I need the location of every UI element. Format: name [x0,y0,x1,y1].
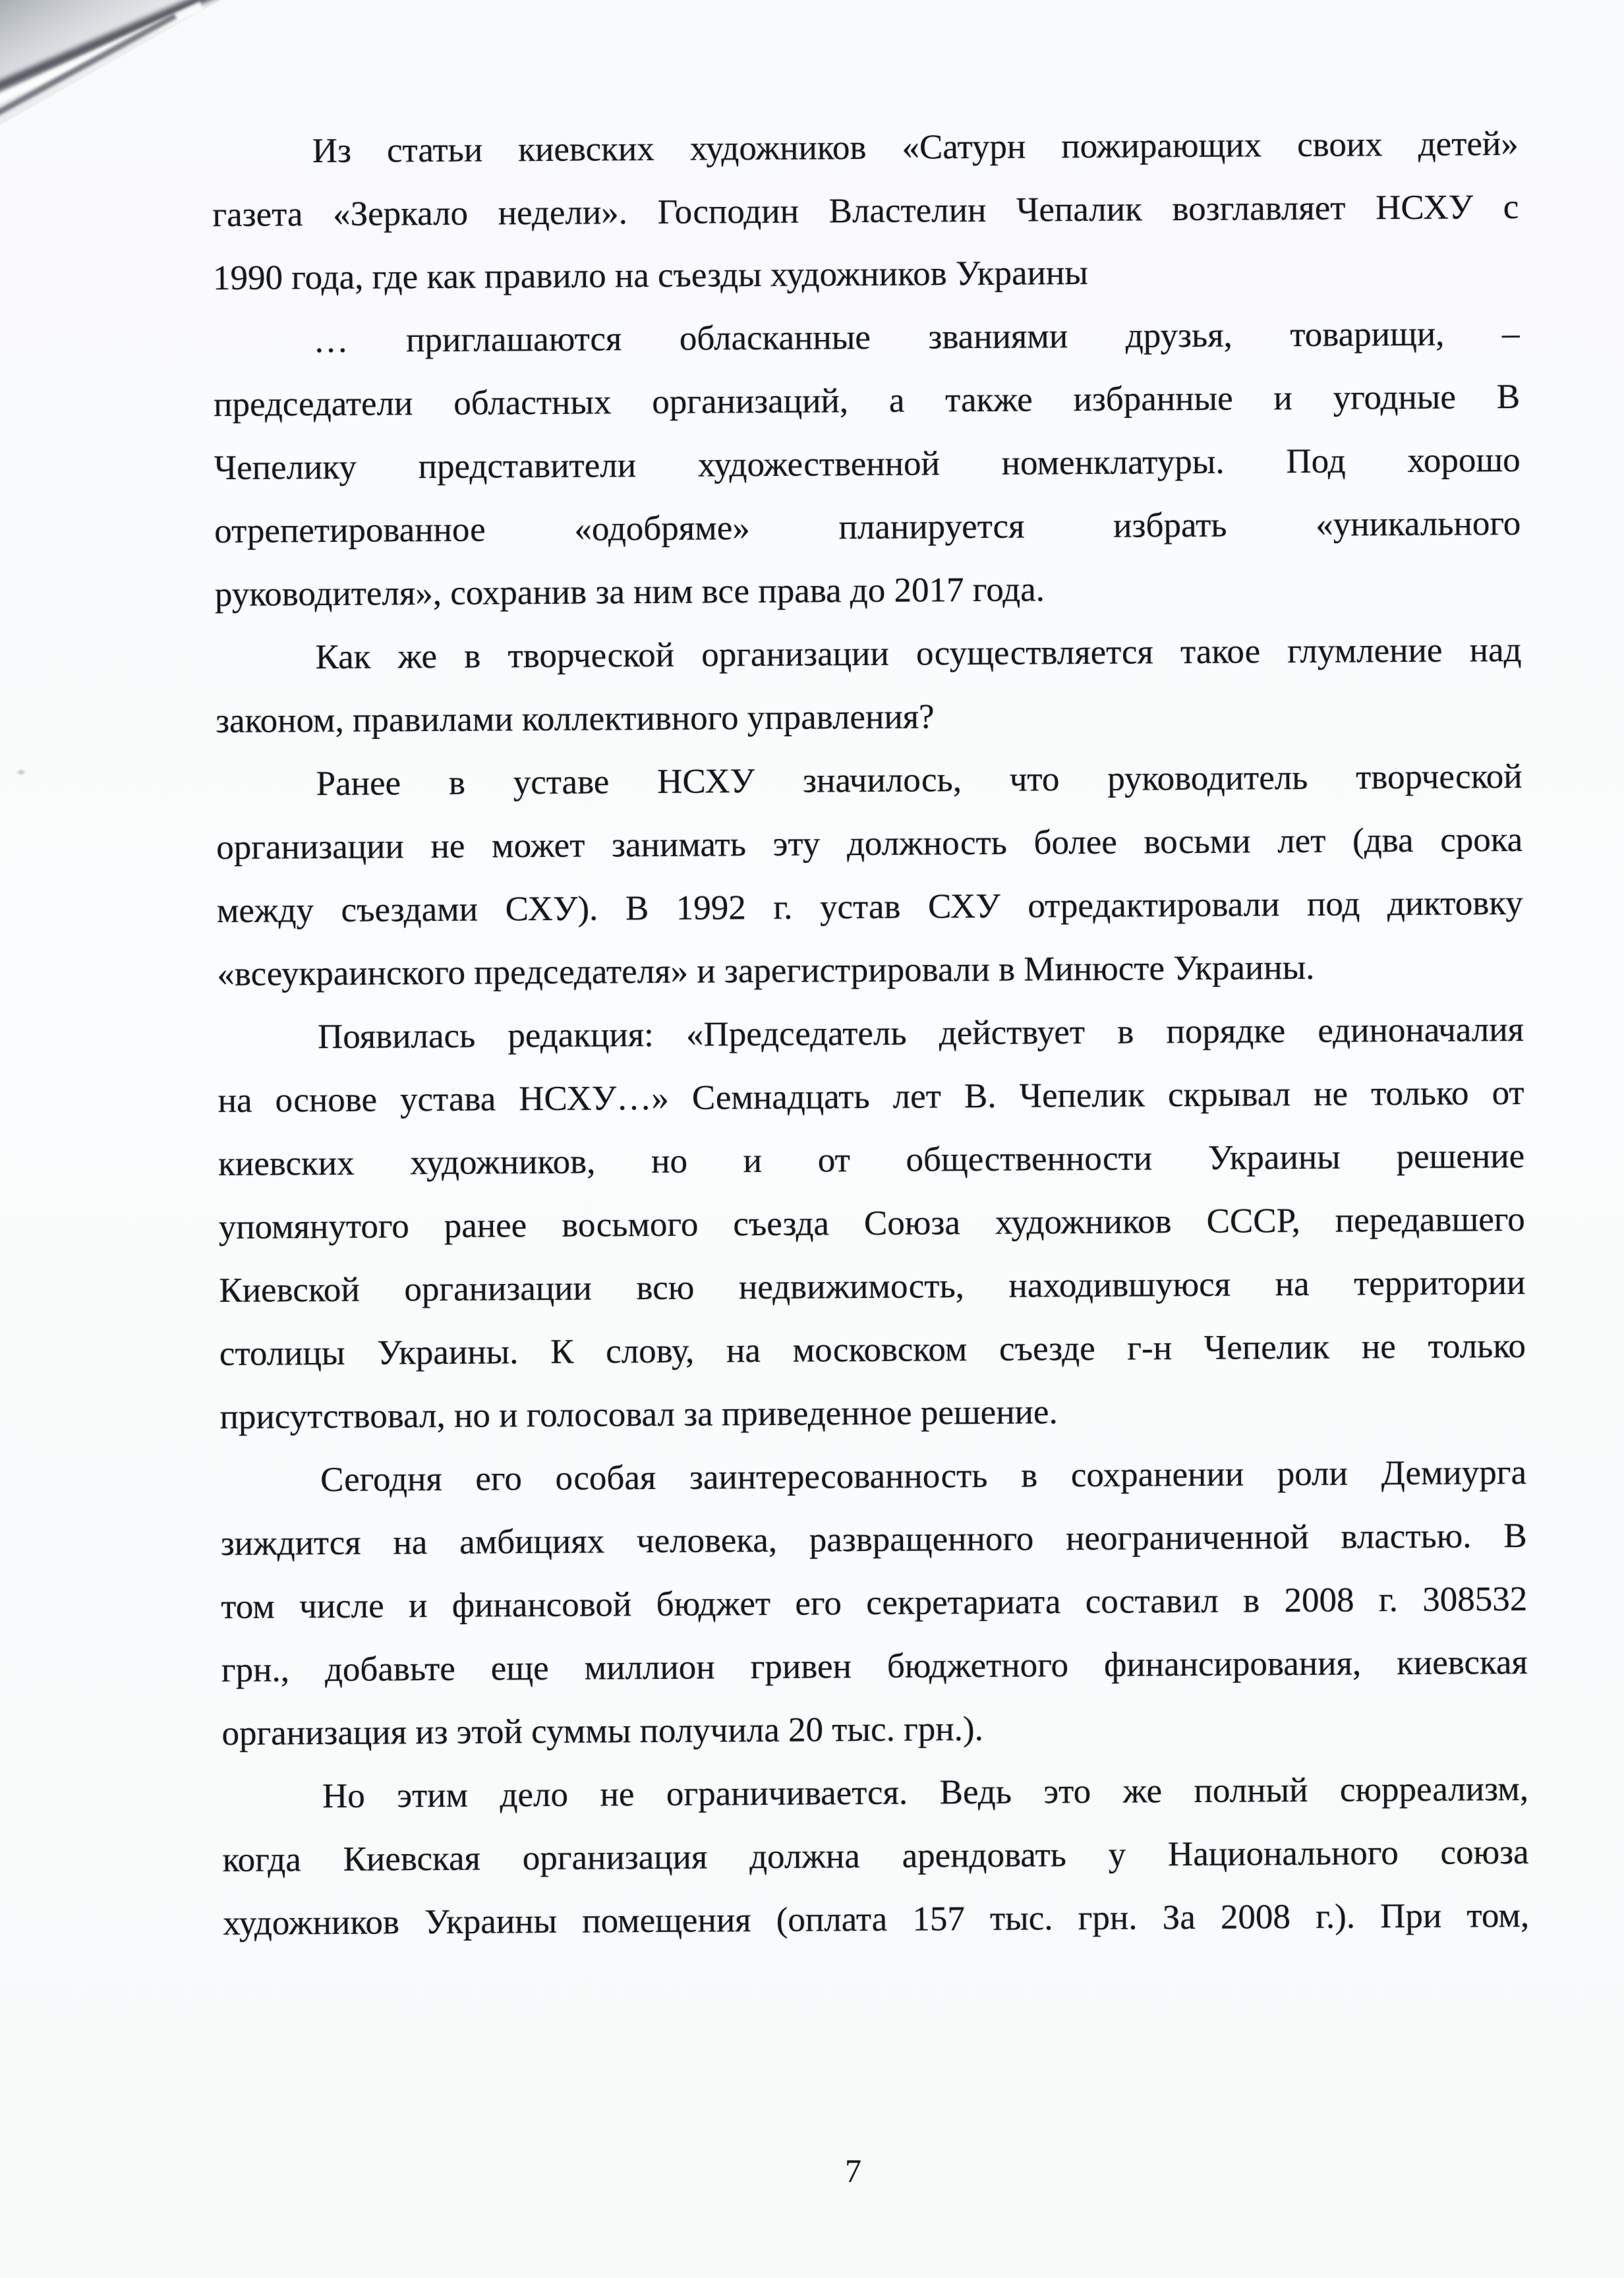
text-line: зиждится на амбициях человека, развращенного неограниченной властью. В [220,1516,1527,1563]
text-line: когда Киевская организация должна арендовать у Национального союза [222,1832,1529,1880]
text-line: между съездами СХУ). В 1992 г. устав СХУ отредактировали под диктовку [216,883,1523,931]
text-line: Ранее в уставе НСХУ значилось, что руководитель творческой [316,757,1522,803]
text-line: законом, правилами коллективного управления? [215,697,935,741]
text-line: руководителя», сохранив за ним все права до 2017 года. [214,570,1045,614]
text-line: Из статьи киевских художников «Сатурн пожирающих своих детей» [312,124,1519,171]
text-line: столицы Украины. К слову, на московском съезде г-н Чепелик не только [219,1326,1526,1374]
text-line: председатели областных организаций, а также избранные и угодные В [213,377,1521,424]
text-line: упомянутого ранее восьмого съезда Союза художников СССР, передавшего [218,1200,1525,1247]
text-line: Сегодня его особая заинтересованность в сохранении роли Демиурга [320,1453,1527,1500]
text-line: организация из этой суммы получила 20 тыс. грн.). [221,1709,984,1753]
text-line: Появилась редакция: «Председатель действует в порядке единоначалия [317,1010,1524,1057]
text-line: Как же в творческой организации осуществляется такое глумление над [315,630,1522,677]
scan-speck [16,769,26,776]
text-line: отрепетированное «одобряме» планируется избрать «уникального [214,504,1521,551]
page-number: 7 [845,2152,861,2189]
text-line: грн., добавьте еще миллион гривен бюджетного финансирования, киевская [221,1643,1528,1690]
document-text [212,112,1530,1955]
text-line: Киевской организации всю недвижимость, находившуюся на территории [219,1263,1526,1310]
text-line: Но этим дело не ограничивается. Ведь это же полный сюрреализм, [322,1769,1529,1816]
text-line: киевских художников, но и от общественности Украины решение [218,1136,1525,1184]
text-line: организации не может занимать эту должность более восьми лет (два срока [216,820,1523,867]
text-line: … приглашаются обласканные званиями друзья, товарищи, – [313,314,1520,361]
text-line: присутствовал, но и голосовал за приведенное решение. [219,1393,1058,1437]
text-line: «всеукраинского председателя» и зарегистрировали в Минюсте Украины. [217,948,1315,994]
text-line: том числе и финансовой бюджет его секретариата составил в 2008 г. 308532 [221,1579,1528,1627]
text-line: газета «Зеркало недели». Господин Властелин Чепалик возглавляет НСХУ с [212,187,1519,235]
text-line: 1990 года, где как правило на съезды художников Украины [212,253,1089,298]
text-line: художников Украины помещения (оплата 157 тыс. грн. За 2008 г.). При том, [223,1896,1530,1943]
text-line: Чепелику представители художественной номенклатуры. Под хорошо [214,440,1521,488]
text-line: на основе устава НСХУ…» Семнадцать лет В. Чепелик скрывал не только от [218,1073,1524,1121]
